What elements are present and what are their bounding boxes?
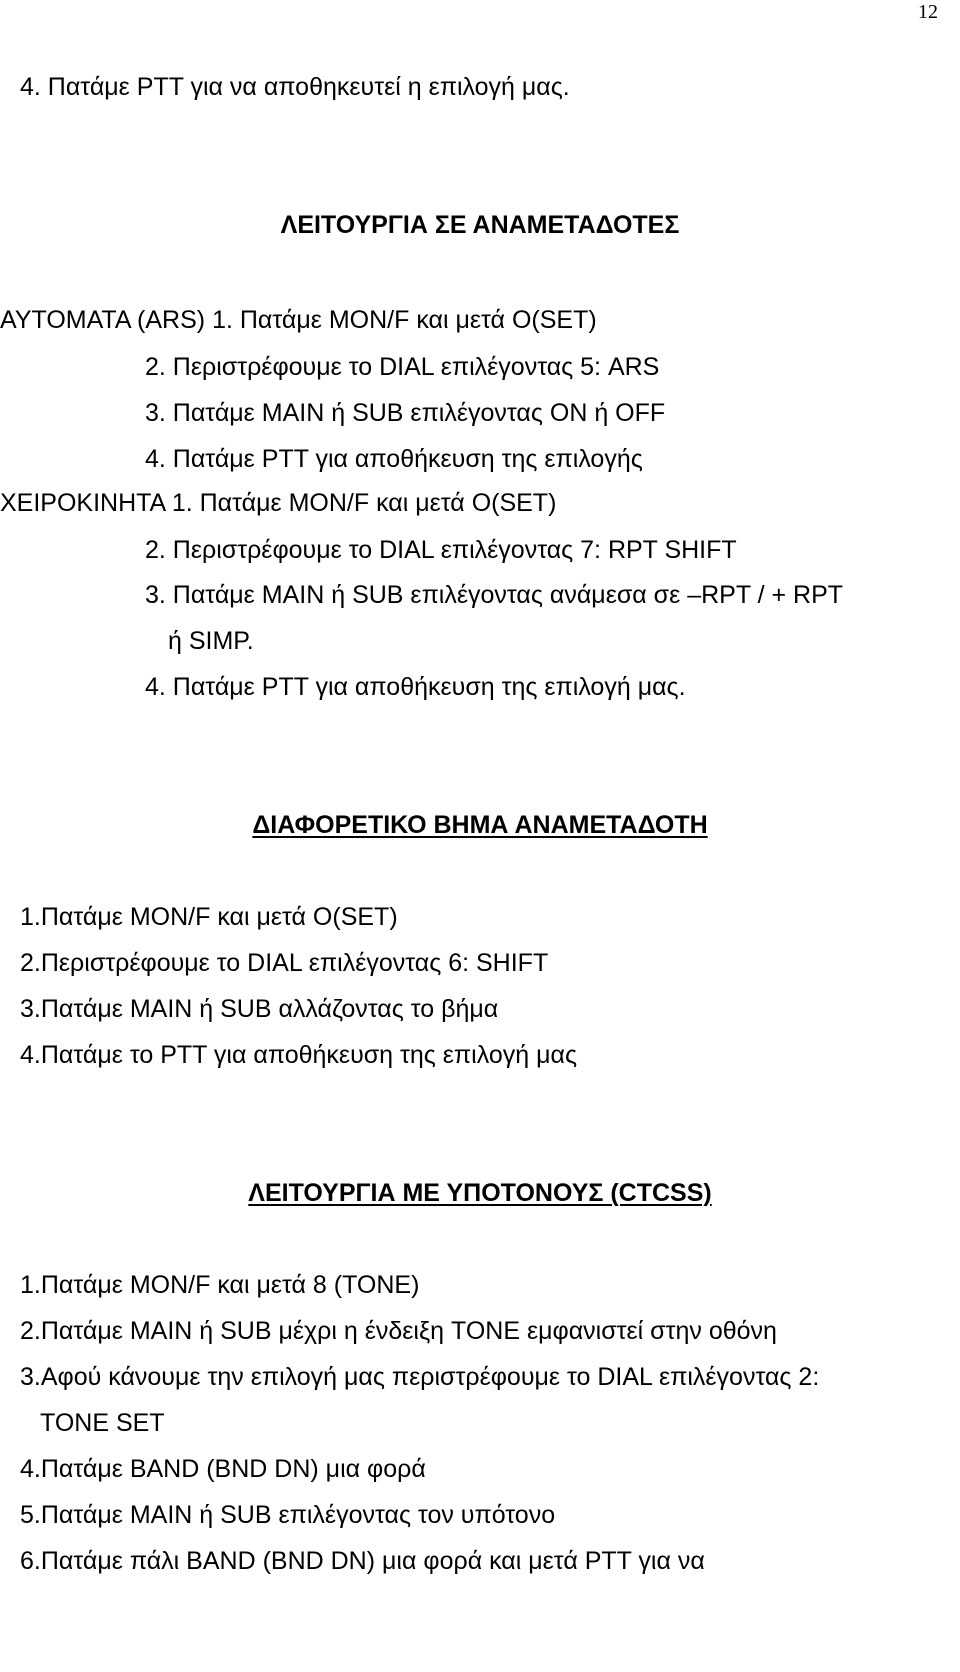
automatic-label: ΑΥΤΟΜΑΤΑ (ARS) — [0, 306, 206, 334]
manual-label: ΧΕΙΡΟΚΙΝΗΤΑ — [0, 489, 165, 517]
manual-step-2: 2. Περιστρέφουμε το DIAL επιλέγοντας 7: RPT SHIFT — [145, 536, 737, 564]
ctcss-section-heading: ΛΕΙΤΟΥΡΓΙΑ ΜΕ ΥΠΟΤΟΝΟΥΣ (CTCSS) — [248, 1179, 712, 1207]
ctcss-step-1: 1.Πατάμε MON/F και μετά 8 (TONE) — [20, 1271, 420, 1299]
automatic-step-2: 2. Περιστρέφουμε το DIAL επιλέγοντας 5: ARS — [145, 353, 660, 381]
ctcss-step-3-continued: TONE SET — [40, 1409, 165, 1437]
manual-line — [0, 488, 556, 518]
shift-step-1: 1.Πατάμε MON/F και μετά O(SET) — [20, 903, 398, 931]
automatic-step-3: 3. Πατάμε MAIN ή SUB επιλέγοντας ON ή OFF — [145, 399, 666, 427]
manual-step-4: 4. Πατάμε PTT για αποθήκευση της επιλογή μας. — [145, 673, 686, 701]
page-number: 12 — [918, 1, 938, 23]
ctcss-step-4: 4.Πατάμε BAND (BND DN) μια φορά — [20, 1455, 426, 1483]
ctcss-step-6: 6.Πατάμε πάλι BAND (BND DN) μια φορά και μετά PTT για να — [20, 1547, 705, 1575]
ctcss-step-3: 3.Αφού κάνουμε την επιλογή μας περιστρέφουμε το DIAL επιλέγοντας 2: — [20, 1363, 820, 1391]
shift-step-3: 3.Πατάμε MAIN ή SUB αλλάζοντας το βήμα — [20, 995, 499, 1023]
shift-step-4: 4.Πατάμε το PTT για αποθήκευση της επιλογή μας — [20, 1041, 578, 1069]
intro-step-4: 4. Πατάμε PTT για να αποθηκευτεί η επιλογή μας. — [20, 73, 570, 101]
shift-step-2: 2.Περιστρέφουμε το DIAL επιλέγοντας 6: SHIFT — [20, 949, 549, 977]
repeater-section-heading: ΛΕΙΤΟΥΡΓΙΑ ΣΕ ΑΝΑΜΕΤΑΔΟΤΕΣ — [280, 211, 680, 239]
shift-section-heading: ΔΙΑΦΟΡΕΤΙΚΟ ΒΗΜΑ ΑΝΑΜΕΤΑΔΟΤΗ — [252, 811, 708, 839]
automatic-step-4: 4. Πατάμε PTT για αποθήκευση της επιλογής — [145, 445, 643, 473]
ctcss-step-2: 2.Πατάμε MAIN ή SUB μέχρι η ένδειξη TONE εμφανιστεί στην οθόνη — [20, 1317, 777, 1345]
automatic-step-1: 1. Πατάμε MON/F και μετά O(SET) — [212, 306, 597, 334]
manual-step-1: 1. Πατάμε MON/F και μετά O(SET) — [171, 489, 557, 517]
automatic-ars-line — [0, 305, 597, 335]
ctcss-step-5: 5.Πατάμε MAIN ή SUB επιλέγοντας τον υπότονο — [20, 1501, 556, 1529]
manual-step-3: 3. Πατάμε MAIN ή SUB επιλέγοντας ανάμεσα σε –RPT / + RPT — [145, 581, 844, 609]
manual-step-3-continued: ή SIMP. — [168, 627, 254, 655]
